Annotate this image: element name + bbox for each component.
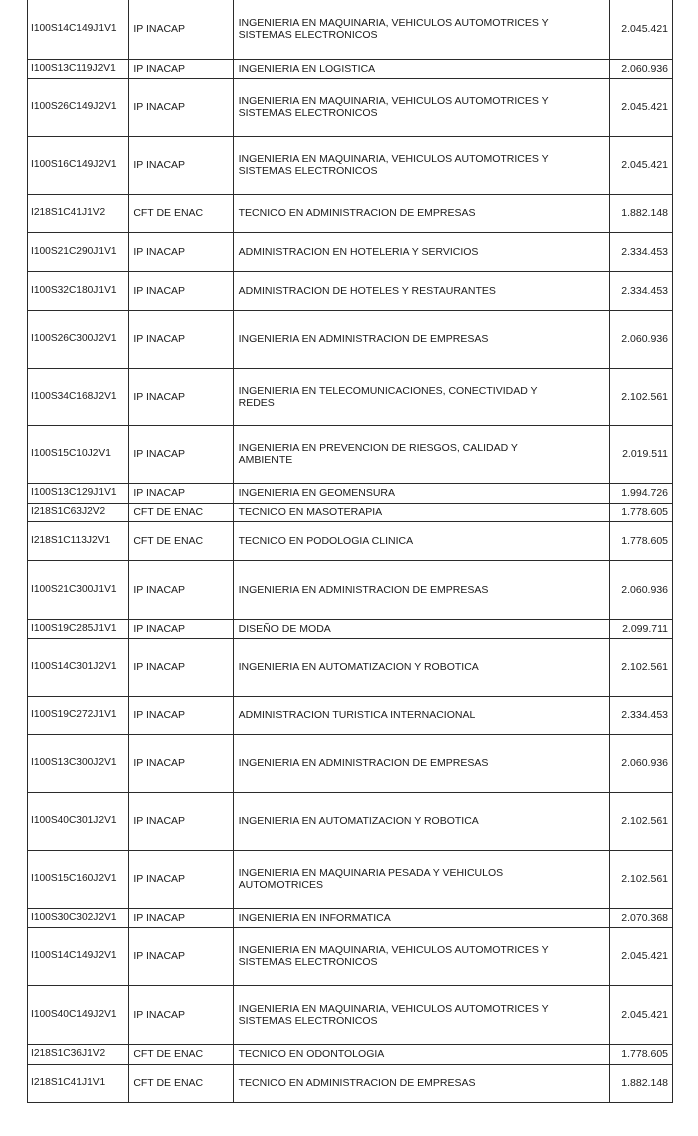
program-name: [233, 1044, 609, 1064]
program-name-text: ADMINISTRACION DE HOTELES Y RESTAURANTES: [238, 284, 496, 297]
amount: 2.045.421: [609, 985, 672, 1044]
career-code: I100S13C300J2V1: [28, 734, 129, 792]
program-name-text: TECNICO EN ADMINISTRACION DE EMPRESAS: [238, 1077, 476, 1089]
career-code: I100S21C290J1V1: [28, 232, 129, 271]
institution-name: IP INACAP: [129, 850, 233, 908]
table-row: [28, 0, 673, 59]
career-code: I100S16C149J2V1: [28, 136, 129, 194]
program-name-text: INGENIERIA EN INFORMATICA: [238, 911, 391, 924]
table-row: [28, 271, 673, 310]
table-row: [28, 927, 673, 985]
amount: 1.994.726: [609, 483, 672, 503]
table-row: [28, 310, 673, 368]
career-code: I100S15C160J2V1: [28, 850, 129, 908]
program-name-text: ADMINISTRACION EN HOTELERIA Y SERVICIOS: [238, 245, 479, 258]
career-code: I100S26C149J2V1: [28, 78, 129, 136]
amount: 2.060.936: [609, 59, 672, 78]
table-row: [28, 560, 673, 619]
table-row: [28, 59, 673, 78]
table-row: [28, 78, 673, 136]
program-name: [233, 560, 609, 619]
program-name-text: INGENIERIA EN MAQUINARIA, VEHICULOS AUTOMOTRICES Y SISTEMAS ELECTRONICOS: [238, 153, 549, 177]
institution-name: IP INACAP: [129, 619, 233, 638]
table-row: [28, 619, 673, 638]
career-code: I100S19C272J1V1: [28, 696, 129, 734]
career-code: I100S19C285J1V1: [28, 619, 129, 638]
table-row: [28, 985, 673, 1044]
program-name: [233, 368, 609, 425]
career-code: I100S34C168J2V1: [28, 368, 129, 425]
institution-name: IP INACAP: [129, 985, 233, 1044]
careers-table: [27, 0, 673, 1103]
career-code: I100S30C302J2V1: [28, 908, 129, 927]
career-code: I218S1C41J1V1: [28, 1064, 129, 1102]
program-name: [233, 850, 609, 908]
table-row: [28, 136, 673, 194]
program-name-text: INGENIERIA EN ADMINISTRACION DE EMPRESAS: [238, 583, 489, 596]
institution-name: CFT DE ENAC: [129, 521, 233, 560]
table-row: [28, 232, 673, 271]
amount: 2.099.711: [609, 619, 672, 638]
program-name-text: TECNICO EN MASOTERAPIA: [238, 506, 383, 518]
amount: 1.882.148: [609, 1064, 672, 1102]
amount: 1.778.605: [609, 521, 672, 560]
institution-name: IP INACAP: [129, 136, 233, 194]
program-name-text: INGENIERIA EN ADMINISTRACION DE EMPRESAS: [238, 757, 489, 769]
program-name-text: INGENIERIA EN MAQUINARIA PESADA Y VEHICULOS AUTOMOTRICES: [238, 867, 504, 891]
program-name-text: INGENIERIA EN TELECOMUNICACIONES, CONECTIVIDAD Y REDES: [238, 384, 538, 409]
amount: 2.060.936: [609, 310, 672, 368]
program-name-text: INGENIERIA EN MAQUINARIA, VEHICULOS AUTOMOTRICES Y SISTEMAS ELECTRONICOS: [238, 1002, 549, 1027]
table-row: [28, 734, 673, 792]
table-row: [28, 483, 673, 503]
institution-name: IP INACAP: [129, 696, 233, 734]
career-code: I218S1C113J2V1: [28, 521, 129, 560]
institution-name: IP INACAP: [129, 78, 233, 136]
table-row: [28, 850, 673, 908]
amount: 2.102.561: [609, 368, 672, 425]
program-name: [233, 1064, 609, 1102]
amount: 1.778.605: [609, 1044, 672, 1064]
institution-name: IP INACAP: [129, 310, 233, 368]
institution-name: CFT DE ENAC: [129, 1044, 233, 1064]
program-name-text: INGENIERIA EN LOGISTICA: [238, 62, 376, 75]
program-name-text: INGENIERIA EN MAQUINARIA, VEHICULOS AUTOMOTRICES Y SISTEMAS ELECTRONICOS: [238, 17, 549, 42]
amount: 2.102.561: [609, 850, 672, 908]
table-row: [28, 908, 673, 927]
institution-name: IP INACAP: [129, 638, 233, 696]
amount: 2.045.421: [609, 136, 672, 194]
institution-name: IP INACAP: [129, 425, 233, 483]
program-name-text: INGENIERIA EN GEOMENSURA: [238, 487, 395, 499]
institution-name: IP INACAP: [129, 59, 233, 78]
program-name: [233, 232, 609, 271]
program-name: [233, 59, 609, 78]
program-name: [233, 503, 609, 521]
program-name-text: INGENIERIA EN ADMINISTRACION DE EMPRESAS: [238, 333, 489, 345]
amount: 2.334.453: [609, 232, 672, 271]
program-name: [233, 78, 609, 136]
career-code: I218S1C41J1V2: [28, 194, 129, 232]
amount: 1.882.148: [609, 194, 672, 232]
program-name-text: INGENIERIA EN AUTOMATIZACION Y ROBOTICA: [238, 661, 479, 673]
program-name: [233, 927, 609, 985]
program-name: [233, 271, 609, 310]
program-name: [233, 696, 609, 734]
program-name-text: INGENIERIA EN PREVENCION DE RIESGOS, CALIDAD Y AMBIENTE: [238, 442, 518, 466]
amount: 2.334.453: [609, 696, 672, 734]
table-row: [28, 696, 673, 734]
institution-name: IP INACAP: [129, 271, 233, 310]
career-code: I100S13C129J1V1: [28, 483, 129, 503]
career-code: I100S40C301J2V1: [28, 792, 129, 850]
career-code: I218S1C36J1V2: [28, 1044, 129, 1064]
career-code: I100S26C300J2V1: [28, 310, 129, 368]
program-name-text: INGENIERIA EN AUTOMATIZACION Y ROBOTICA: [238, 815, 479, 827]
career-code: I100S14C149J1V1: [28, 0, 129, 59]
amount: 2.019.511: [609, 425, 672, 483]
career-code: I100S14C301J2V1: [28, 638, 129, 696]
table-row: [28, 368, 673, 425]
table-row: [28, 1064, 673, 1102]
table-row: [28, 792, 673, 850]
program-name-text: ADMINISTRACION TURISTICA INTERNACIONAL: [238, 709, 476, 721]
program-name: [233, 310, 609, 368]
amount: 1.778.605: [609, 503, 672, 521]
table-row: [28, 1044, 673, 1064]
career-code: I100S13C119J2V1: [28, 59, 129, 78]
program-name: [233, 985, 609, 1044]
program-name-text: DISEÑO DE MODA: [238, 622, 331, 635]
institution-name: IP INACAP: [129, 734, 233, 792]
institution-name: IP INACAP: [129, 927, 233, 985]
amount: 2.045.421: [609, 927, 672, 985]
program-name: [233, 521, 609, 560]
table-row: [28, 638, 673, 696]
institution-name: IP INACAP: [129, 0, 233, 59]
table-row: [28, 521, 673, 560]
institution-name: CFT DE ENAC: [129, 1064, 233, 1102]
institution-name: IP INACAP: [129, 368, 233, 425]
program-name: [233, 638, 609, 696]
program-name-text: TECNICO EN ODONTOLOGIA: [238, 1048, 385, 1060]
program-name-text: INGENIERIA EN MAQUINARIA, VEHICULOS AUTOMOTRICES Y SISTEMAS ELECTRONICOS: [238, 944, 549, 968]
table-row: [28, 503, 673, 521]
institution-name: CFT DE ENAC: [129, 194, 233, 232]
program-name-text: TECNICO EN ADMINISTRACION DE EMPRESAS: [238, 207, 476, 219]
career-code: I100S14C149J2V1: [28, 927, 129, 985]
program-name: [233, 734, 609, 792]
career-code: I100S32C180J1V1: [28, 271, 129, 310]
program-name: [233, 792, 609, 850]
career-code: I100S40C149J2V1: [28, 985, 129, 1044]
amount: 2.045.421: [609, 78, 672, 136]
institution-name: IP INACAP: [129, 232, 233, 271]
career-code: I218S1C63J2V2: [28, 503, 129, 521]
table-row: [28, 425, 673, 483]
careers-table-body: [28, 0, 673, 1102]
institution-name: IP INACAP: [129, 908, 233, 927]
amount: 2.102.561: [609, 792, 672, 850]
institution-name: IP INACAP: [129, 560, 233, 619]
institution-name: IP INACAP: [129, 792, 233, 850]
amount: 2.045.421: [609, 0, 672, 59]
amount: 2.334.453: [609, 271, 672, 310]
career-code: I100S21C300J1V1: [28, 560, 129, 619]
amount: 2.060.936: [609, 560, 672, 619]
program-name-text: TECNICO EN PODOLOGIA CLINICA: [238, 534, 414, 547]
amount: 2.060.936: [609, 734, 672, 792]
program-name: [233, 194, 609, 232]
institution-name: CFT DE ENAC: [129, 503, 233, 521]
program-name: [233, 425, 609, 483]
career-code: I100S15C10J2V1: [28, 425, 129, 483]
program-name: [233, 483, 609, 503]
program-name: [233, 0, 609, 59]
program-name: [233, 908, 609, 927]
table-row: [28, 194, 673, 232]
program-name-text: INGENIERIA EN MAQUINARIA, VEHICULOS AUTOMOTRICES Y SISTEMAS ELECTRONICOS: [238, 95, 549, 119]
amount: 2.070.368: [609, 908, 672, 927]
program-name: [233, 619, 609, 638]
institution-name: IP INACAP: [129, 483, 233, 503]
program-name: [233, 136, 609, 194]
amount: 2.102.561: [609, 638, 672, 696]
